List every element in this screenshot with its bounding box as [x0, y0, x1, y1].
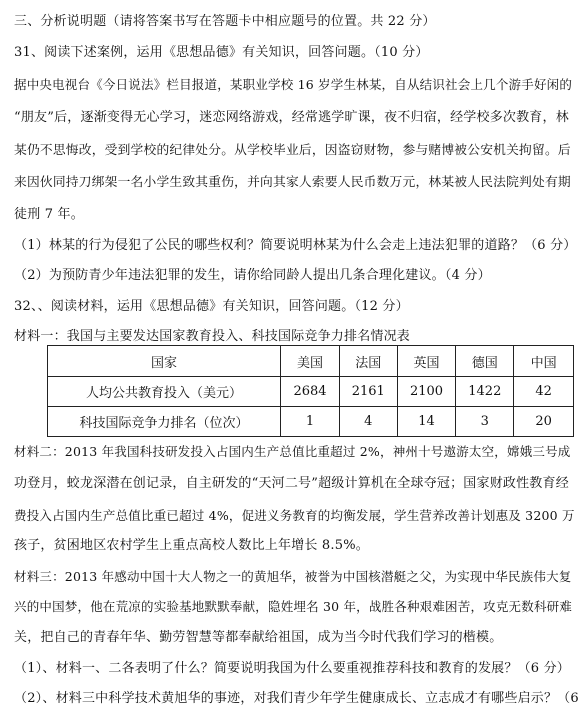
table-cell: 2684: [281, 377, 340, 407]
table-cell: 1: [281, 407, 340, 437]
education-science-table: [47, 345, 574, 437]
q31-subquestion-1: （1）林某的行为侵犯了公民的哪些权利？简要说明林某为什么会走上违法犯罪的道路？（6 分）: [14, 238, 577, 253]
material2-line: 材料二：2013 年我国科技研发投入占国内生产总值比重超过 2%，神州十号遨游太空，嫦娥三号成: [14, 444, 571, 459]
table-cell: 42: [514, 377, 574, 407]
table-header-row: [48, 346, 574, 377]
q31-case-line: 某仍不思悔改，受到学校的纪律处分。从学校毕业后，因盗窃财物，参与赌博被公安机关拘留。后: [14, 143, 571, 158]
material2-line: 费投入占国内生产总值比重已超过 4%，促进义务教育的均衡发展，学生营养改善计划惠及 3200 万: [14, 508, 575, 523]
table-cell: 1422: [456, 377, 514, 407]
table-header-cell: 英国: [397, 346, 456, 377]
section-title: 三、分析说明题（请将答案书写在答题卡中相应题号的位置。共 22 分）: [14, 14, 436, 29]
table-cell: 4: [339, 407, 397, 437]
table-row: [48, 377, 574, 407]
table-cell: 2161: [339, 377, 397, 407]
q32-header: 32、、阅读材料，运用《思想品德》有关知识，回答问题。（12 分）: [14, 299, 409, 314]
q31-case-line: 据中央电视台《今日说法》栏目报道，某职业学校 16 岁学生林某，自从结识社会上几个游手好闲的: [14, 77, 573, 92]
table-header-cell: 美国: [281, 346, 340, 377]
table-header-cell: 国家: [48, 346, 281, 377]
table-cell: 科技国际竞争力排名（位次）: [48, 407, 281, 437]
q31-case-line: “朋友”后，逐渐变得无心学习，迷恋网络游戏，经常逃学旷课，夜不归宿，经学校多次教育，林: [14, 110, 569, 125]
table-cell: 20: [514, 407, 574, 437]
q31-subquestion-2: （2）为预防青少年违法犯罪的发生，请你给同龄人提出几条合理化建议。（4 分）: [14, 268, 491, 283]
q31-header: 31、阅读下述案例，运用《思想品德》有关知识，回答问题。（10 分）: [14, 45, 429, 60]
table-cell: 3: [456, 407, 514, 437]
table-cell: 14: [397, 407, 456, 437]
material2-line: 孩子，贫困地区农村学生上重点高校人数比上年增长 8.5%。: [14, 538, 369, 553]
table-header-cell: 德国: [456, 346, 514, 377]
q32-subquestion-2: （2）、材料三中科学技术黄旭华的事迹，对我们青少年学生健康成长、立志成才有哪些启示？（6: [14, 691, 579, 706]
table-header-cell: 中国: [514, 346, 574, 377]
q31-case-line: 来因伙同持刀绑架一名小学生致其重伤，并向其家人索要人民币数万元，林某被人民法院判处有期: [14, 175, 571, 190]
material2-line: 功登月，蛟龙深潜在创记录，自主研发的“天河二号”超级计算机在全球夺冠；国家财政性教育经: [14, 476, 569, 491]
table-cell: 人均公共教育投入（美元）: [48, 377, 281, 407]
q32-subquestion-1: （1）、材料一、二各表明了什么？简要说明我国为什么要重视推荐科技和教育的发展？（6 分）: [14, 661, 570, 676]
material3-line: 关，把自己的青春年华、勤劳智慧等都奉献给祖国，成为当今时代我们学习的楷模。: [14, 630, 503, 645]
table-header-cell: 法国: [339, 346, 397, 377]
material1-title: 材料一：我国与主要发达国家教育投入、科技国际竞争力排名情况表: [14, 329, 411, 344]
table-row: [48, 407, 574, 437]
material3-line: 兴的中国梦，他在荒凉的实验基地默默奉献，隐姓埋名 30 年，战胜各种艰难困苦，攻克无数科研难: [14, 599, 573, 614]
material3-line: 材料三：2013 年感动中国十大人物之一的黄旭华，被誉为中国核潜艇之父，为实现中华民族伟大复: [14, 569, 572, 584]
table-cell: 2100: [397, 377, 456, 407]
q31-case-line: 徒刑 7 年。: [14, 207, 84, 222]
